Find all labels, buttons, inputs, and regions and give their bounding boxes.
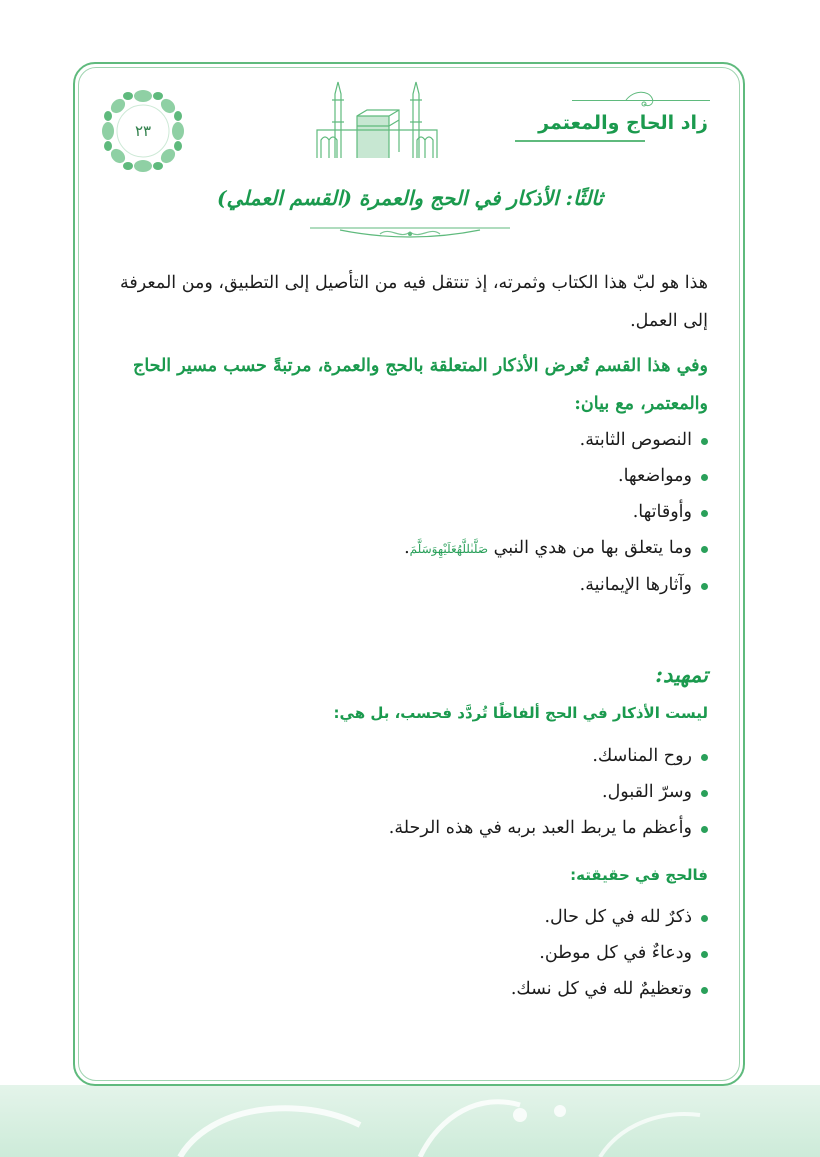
- bottom-decorative-band: [0, 1085, 820, 1157]
- list-item: وأعظم ما يربط العبد بربه في هذه الرحلة.: [108, 810, 708, 846]
- header-rule-top: [572, 100, 710, 101]
- bullet-icon: [701, 546, 708, 553]
- honorific-phrase: صَلَّىٰللَّهُعَلَيْهِوَسَلَّمَ: [409, 542, 489, 556]
- header-rule-bottom: [515, 140, 645, 142]
- subheading-dhikr: ليست الأذكار في الحج ألفاظًا تُردَّد فحسب، بل هي:: [333, 704, 708, 722]
- list-item: روح المناسك.: [108, 738, 708, 774]
- bullet-icon: [701, 510, 708, 517]
- kaaba-mosque-icon: [313, 72, 441, 158]
- title-ornament-icon: [310, 220, 510, 248]
- page-number: ٢٣: [134, 122, 152, 140]
- book-title: زاد الحاج والمعتمر: [538, 112, 708, 134]
- list-item: ذكرٌ لله في كل حال.: [108, 899, 708, 935]
- bullet-list-features: [108, 422, 708, 603]
- bullet-icon: [701, 987, 708, 994]
- list-item: ومواضعها.: [108, 458, 708, 494]
- bullet-icon: [701, 826, 708, 833]
- list-item: النصوص الثابتة.: [108, 422, 708, 458]
- list-item: وسرّ القبول.: [108, 774, 708, 810]
- bullet-icon: [701, 915, 708, 922]
- bullet-icon: [701, 474, 708, 481]
- highlight-paragraph: وفي هذا القسم تُعرض الأذكار المتعلقة بالحج والعمرة، مرتبةً حسب مسير الحاج والمعتمر، مع بيان:: [133, 356, 708, 414]
- bullet-icon: [701, 438, 708, 445]
- subheading-hajj-reality: فالحج في حقيقته:: [570, 866, 708, 884]
- list-item: وما يتعلق بها من هدي النبي صَلَّىٰللَّهُعَلَيْهِوَسَلَّمَ.: [108, 530, 708, 567]
- section-title: ثالثًا: الأذكار في الحج والعمرة (القسم العملي): [217, 186, 603, 210]
- bullet-icon: [701, 951, 708, 958]
- list-item: وتعظيمٌ لله في كل نسك.: [108, 971, 708, 1007]
- bullet-list-hajj: [108, 899, 708, 1007]
- bullet-icon: [701, 583, 708, 590]
- bullet-icon: [701, 754, 708, 761]
- list-item: ودعاءٌ في كل موطن.: [108, 935, 708, 971]
- bullet-list-essence: [108, 738, 708, 846]
- tamheed-heading: تمهيد:: [655, 662, 708, 687]
- list-item: وآثارها الإيمانية.: [108, 567, 708, 603]
- list-item: وأوقاتها.: [108, 494, 708, 530]
- bullet-icon: [701, 790, 708, 797]
- intro-paragraph: هذا هو لبّ هذا الكتاب وثمرته، إذ تنتقل فيه من التأصيل إلى التطبيق، ومن المعرفة إلى العمل.: [120, 273, 708, 331]
- calligraphy-watermark-icon: [0, 1085, 820, 1157]
